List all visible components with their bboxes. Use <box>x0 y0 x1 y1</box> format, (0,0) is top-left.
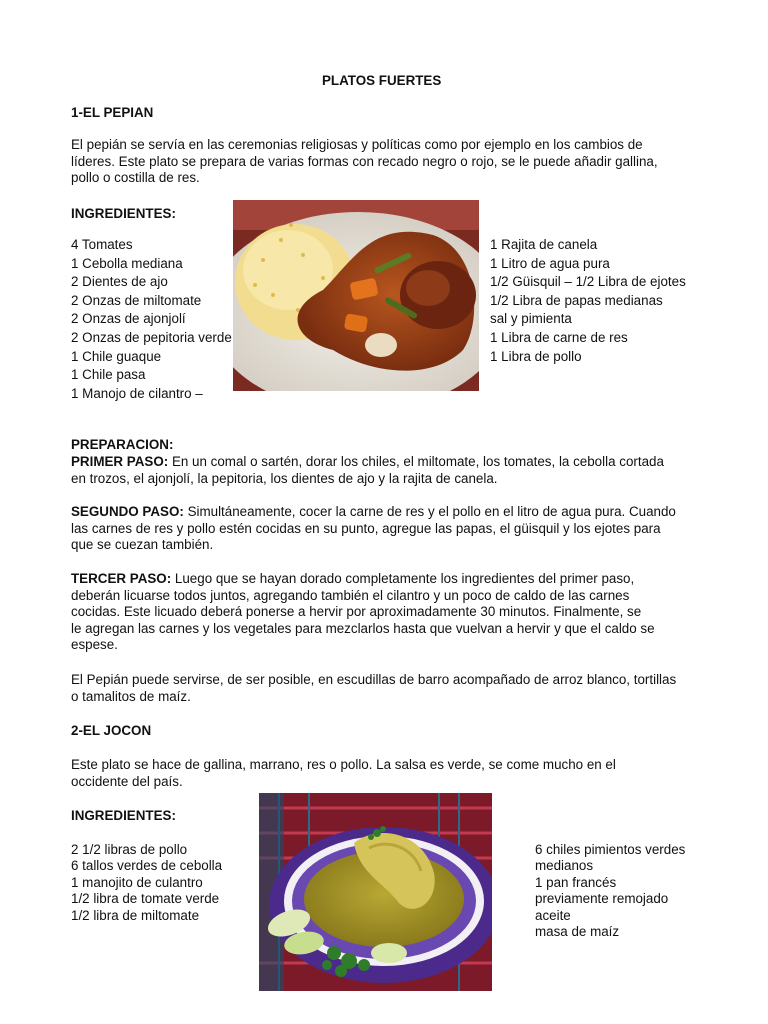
list-item: 2 Onzas de pepitoria verde <box>71 329 232 345</box>
jocon-intro-line: Este plato se hace de gallina, marrano, res o pollo. La salsa es verde, se come mucho en el <box>71 757 616 772</box>
step-3-label: TERCER PASO: <box>71 571 172 586</box>
step-1-label: PRIMER PASO: <box>71 454 169 469</box>
list-item: 1/2 Libra de papas medianas <box>490 292 663 308</box>
list-item: 2 Onzas de ajonjolí <box>71 311 186 327</box>
list-item: 1 manojito de culantro <box>71 874 203 890</box>
list-item: 6 chiles pimientos verdes <box>535 842 686 857</box>
list-item: aceite <box>535 907 571 923</box>
list-item: 1/2 libra de miltomate <box>71 907 200 923</box>
step-3-text: Luego que se hayan dorado completamente los ingredientes del primer paso, <box>171 571 635 586</box>
step-2 <box>71 504 711 554</box>
list-item: 1/2 libra de tomate verde <box>71 891 220 907</box>
list-item: 1 Manojo de cilantro – <box>71 385 203 401</box>
step-1-text: en trozos, el ajonjolí, la pepitoria, los dientes de ajo y la rajita de canela. <box>71 470 498 486</box>
list-item: 1 Chile pasa <box>71 367 146 383</box>
jocon-ingredients-heading: INGREDIENTES: <box>71 808 176 823</box>
jocon-ingredients-left <box>71 842 222 924</box>
step-3-text: deberán licuarse todos juntos, agregando también el cilantro y un poco de caldo de las carnes <box>71 587 630 603</box>
list-item: 1 Libra de pollo <box>490 348 582 364</box>
list-item: 1 Chile guaque <box>71 348 162 364</box>
list-item: 1 Litro de agua pura <box>490 255 610 271</box>
pepian-ingredients-left <box>71 236 232 403</box>
step-2-text: Simultáneamente, cocer la carne de res y el pollo en el litro de agua pura. Cuando <box>183 504 676 519</box>
list-item: previamente remojado <box>535 891 669 907</box>
list-item: 2 Dientes de ajo <box>71 274 168 290</box>
pepian-intro-line: El pepián se servía en las ceremonias religiosas y políticas como por ejemplo en los cambios de <box>71 137 643 152</box>
step-1 <box>71 454 711 487</box>
page-title: PLATOS FUERTES <box>322 73 442 88</box>
step-3-text: espese. <box>71 637 118 653</box>
list-item: 1 Libra de carne de res <box>490 329 628 345</box>
jocon-intro-line: occidente del país. <box>71 773 183 789</box>
jocon-ingredients-right <box>535 842 685 940</box>
pepian-intro <box>71 137 711 187</box>
jocon-photo <box>259 793 492 991</box>
serving-note-line: El Pepián puede servirse, de ser posible, en escudillas de barro acompañado de arroz blanco, tortillas <box>71 672 677 687</box>
pepian-ingredients-heading: INGREDIENTES: <box>71 206 176 221</box>
list-item: 4 Tomates <box>71 237 133 252</box>
list-item: 2 Onzas de miltomate <box>71 292 202 308</box>
serving-note <box>71 672 711 705</box>
list-item: masa de maíz <box>535 923 620 939</box>
list-item: 2 1/2 libras de pollo <box>71 842 188 857</box>
list-item: 1 Rajita de canela <box>490 237 598 252</box>
list-item: sal y pimienta <box>490 311 572 327</box>
serving-note-line: o tamalitos de maíz. <box>71 688 191 704</box>
list-item: 6 tallos verdes de cebolla <box>71 858 223 874</box>
preparation-heading: PREPARACION: <box>71 437 174 452</box>
jocon-intro <box>71 757 711 790</box>
step-3-text: cocidas. Este licuado deberá ponerse a hervir por aproximadamente 30 minutos. Finalmente, se <box>71 604 642 620</box>
step-1-text: En un comal o sartén, dorar los chiles, el miltomate, los tomates, la cebolla cortada <box>168 454 664 469</box>
list-item: 1 pan francés <box>535 874 617 890</box>
jocon-photo-drawing <box>259 793 492 991</box>
pepian-photo-drawing <box>233 200 479 391</box>
list-item: 1/2 Güisquil – 1/2 Libra de ejotes <box>490 274 686 290</box>
list-item: 1 Cebolla mediana <box>71 255 183 271</box>
step-2-text: las carnes de res y pollo estén cocidas en su punto, agregue las papas, el güisquil y los ejotes para <box>71 520 661 536</box>
pepian-photo <box>233 200 479 391</box>
section-heading-pepian: 1-EL PEPIAN <box>71 105 154 120</box>
pepian-intro-line: líderes. Este plato se prepara de varias formas con recado negro o rojo, se le puede añadir gallina, <box>71 153 658 169</box>
step-2-label: SEGUNDO PASO: <box>71 504 184 519</box>
pepian-ingredients-right <box>490 236 686 366</box>
step-3-text: le agregan las carnes y los vegetales para mezclarlos hasta que vuelvan a hervir y que el caldo se <box>71 620 655 636</box>
list-item: medianos <box>535 858 594 874</box>
step-2-text: que se cuezan también. <box>71 537 214 553</box>
section-heading-jocon: 2-EL JOCON <box>71 723 152 738</box>
step-3 <box>71 571 711 654</box>
pepian-intro-line: pollo o costilla de res. <box>71 170 200 186</box>
